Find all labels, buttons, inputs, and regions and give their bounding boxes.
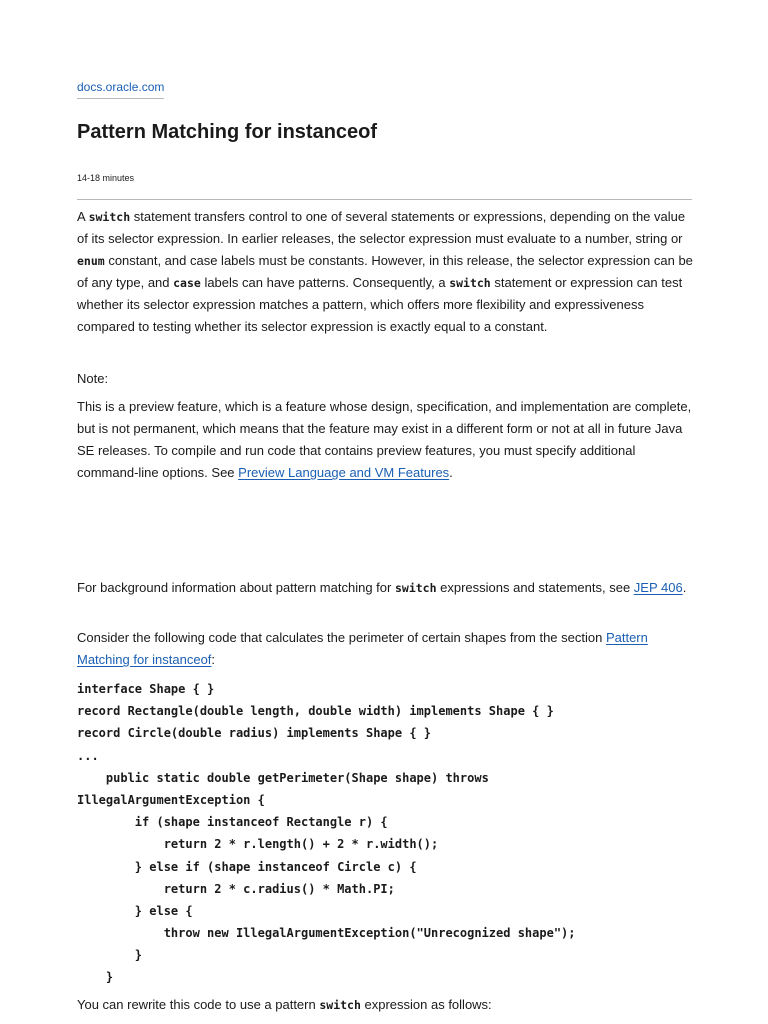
consider-text-1: Consider the following code that calculates the perimeter of certain shapes from the section [77, 630, 606, 645]
inline-code-switch-4: switch [319, 998, 361, 1012]
intro-text-2: statement transfers control to one of several statements or expressions, depending on the value of its selector expression. In earlier releases, the selector expression must evaluate to a number, string or [77, 209, 686, 246]
code-line: ... [77, 748, 99, 763]
note-text-2: . [449, 465, 453, 480]
inline-code-switch-3: switch [394, 581, 437, 595]
background-text-2: expressions and statements, see [436, 580, 634, 595]
jep-406-link[interactable]: JEP 406 [633, 580, 683, 595]
code-line: } [77, 948, 143, 963]
note-paragraph [77, 396, 693, 484]
preview-features-link[interactable]: Preview Language and VM Features [238, 465, 450, 480]
inline-code-switch-2: switch [449, 276, 491, 290]
code-line: public static double getPerimeter(Shape shape) throws [77, 770, 489, 785]
header-divider [77, 199, 692, 200]
intro-text-3: constant, and case labels must be constants. However, in this release, the selector expression can be of any type, and [77, 253, 693, 290]
rewrite-text-2: expression as follows: [360, 997, 492, 1012]
inline-code-switch: switch [88, 210, 131, 224]
background-text-3: . [682, 580, 687, 595]
rewrite-paragraph [77, 994, 693, 1016]
code-line: record Rectangle(double length, double width) implements Shape { } [77, 704, 554, 719]
background-text-1: For background information about pattern matching for [77, 580, 395, 595]
background-paragraph [77, 577, 693, 599]
consider-paragraph [77, 627, 693, 671]
code-line: record Circle(double radius) implements Shape { } [77, 726, 432, 741]
inline-code-case: case [173, 276, 201, 290]
code-line: return 2 * c.radius() * Math.PI; [77, 881, 395, 896]
code-line: if (shape instanceof Rectangle r) { [77, 815, 388, 830]
code-line: } else if (shape instanceof Circle c) { [77, 859, 417, 874]
page-title: Pattern Matching for instanceof [77, 121, 378, 143]
note-label: Note: [77, 371, 109, 386]
intro-text-4: labels can have patterns. Consequently, a [200, 275, 450, 290]
intro-paragraph [77, 206, 693, 338]
code-line: IllegalArgumentException { [77, 792, 265, 807]
code-line: } [77, 970, 114, 985]
consider-text-2: : [211, 652, 216, 667]
intro-text-1: A [77, 209, 89, 224]
source-domain-link[interactable]: docs.oracle.com [77, 80, 164, 99]
pattern-matching-instanceof-link[interactable]: Pattern Matching for instanceof [77, 630, 648, 667]
code-line: } else { [77, 903, 193, 918]
inline-code-enum: enum [77, 254, 105, 268]
code-line: return 2 * r.length() + 2 * r.width(); [77, 837, 439, 852]
intro-text-5: statement or expression can test whether its selector expression matches a pattern, which offers more flexibility and expressiveness compared to testing whether its selector expression is exactly equal to a constant. [77, 275, 683, 334]
reading-time: 14-18 minutes [77, 173, 135, 183]
code-line: interface Shape { } [77, 682, 215, 696]
code-block [77, 678, 576, 989]
note-text-1: This is a preview feature, which is a feature whose design, specification, and implementation are complete, but is not permanent, which means that the feature may exist in a different form or not at all in future Java SE releases. To compile and run code that contains preview features, you must specify additional command-line options. See [77, 399, 692, 480]
rewrite-text-1: You can rewrite this code to use a pattern [77, 997, 320, 1012]
code-line: throw new IllegalArgumentException("Unrecognized shape"); [77, 926, 576, 941]
